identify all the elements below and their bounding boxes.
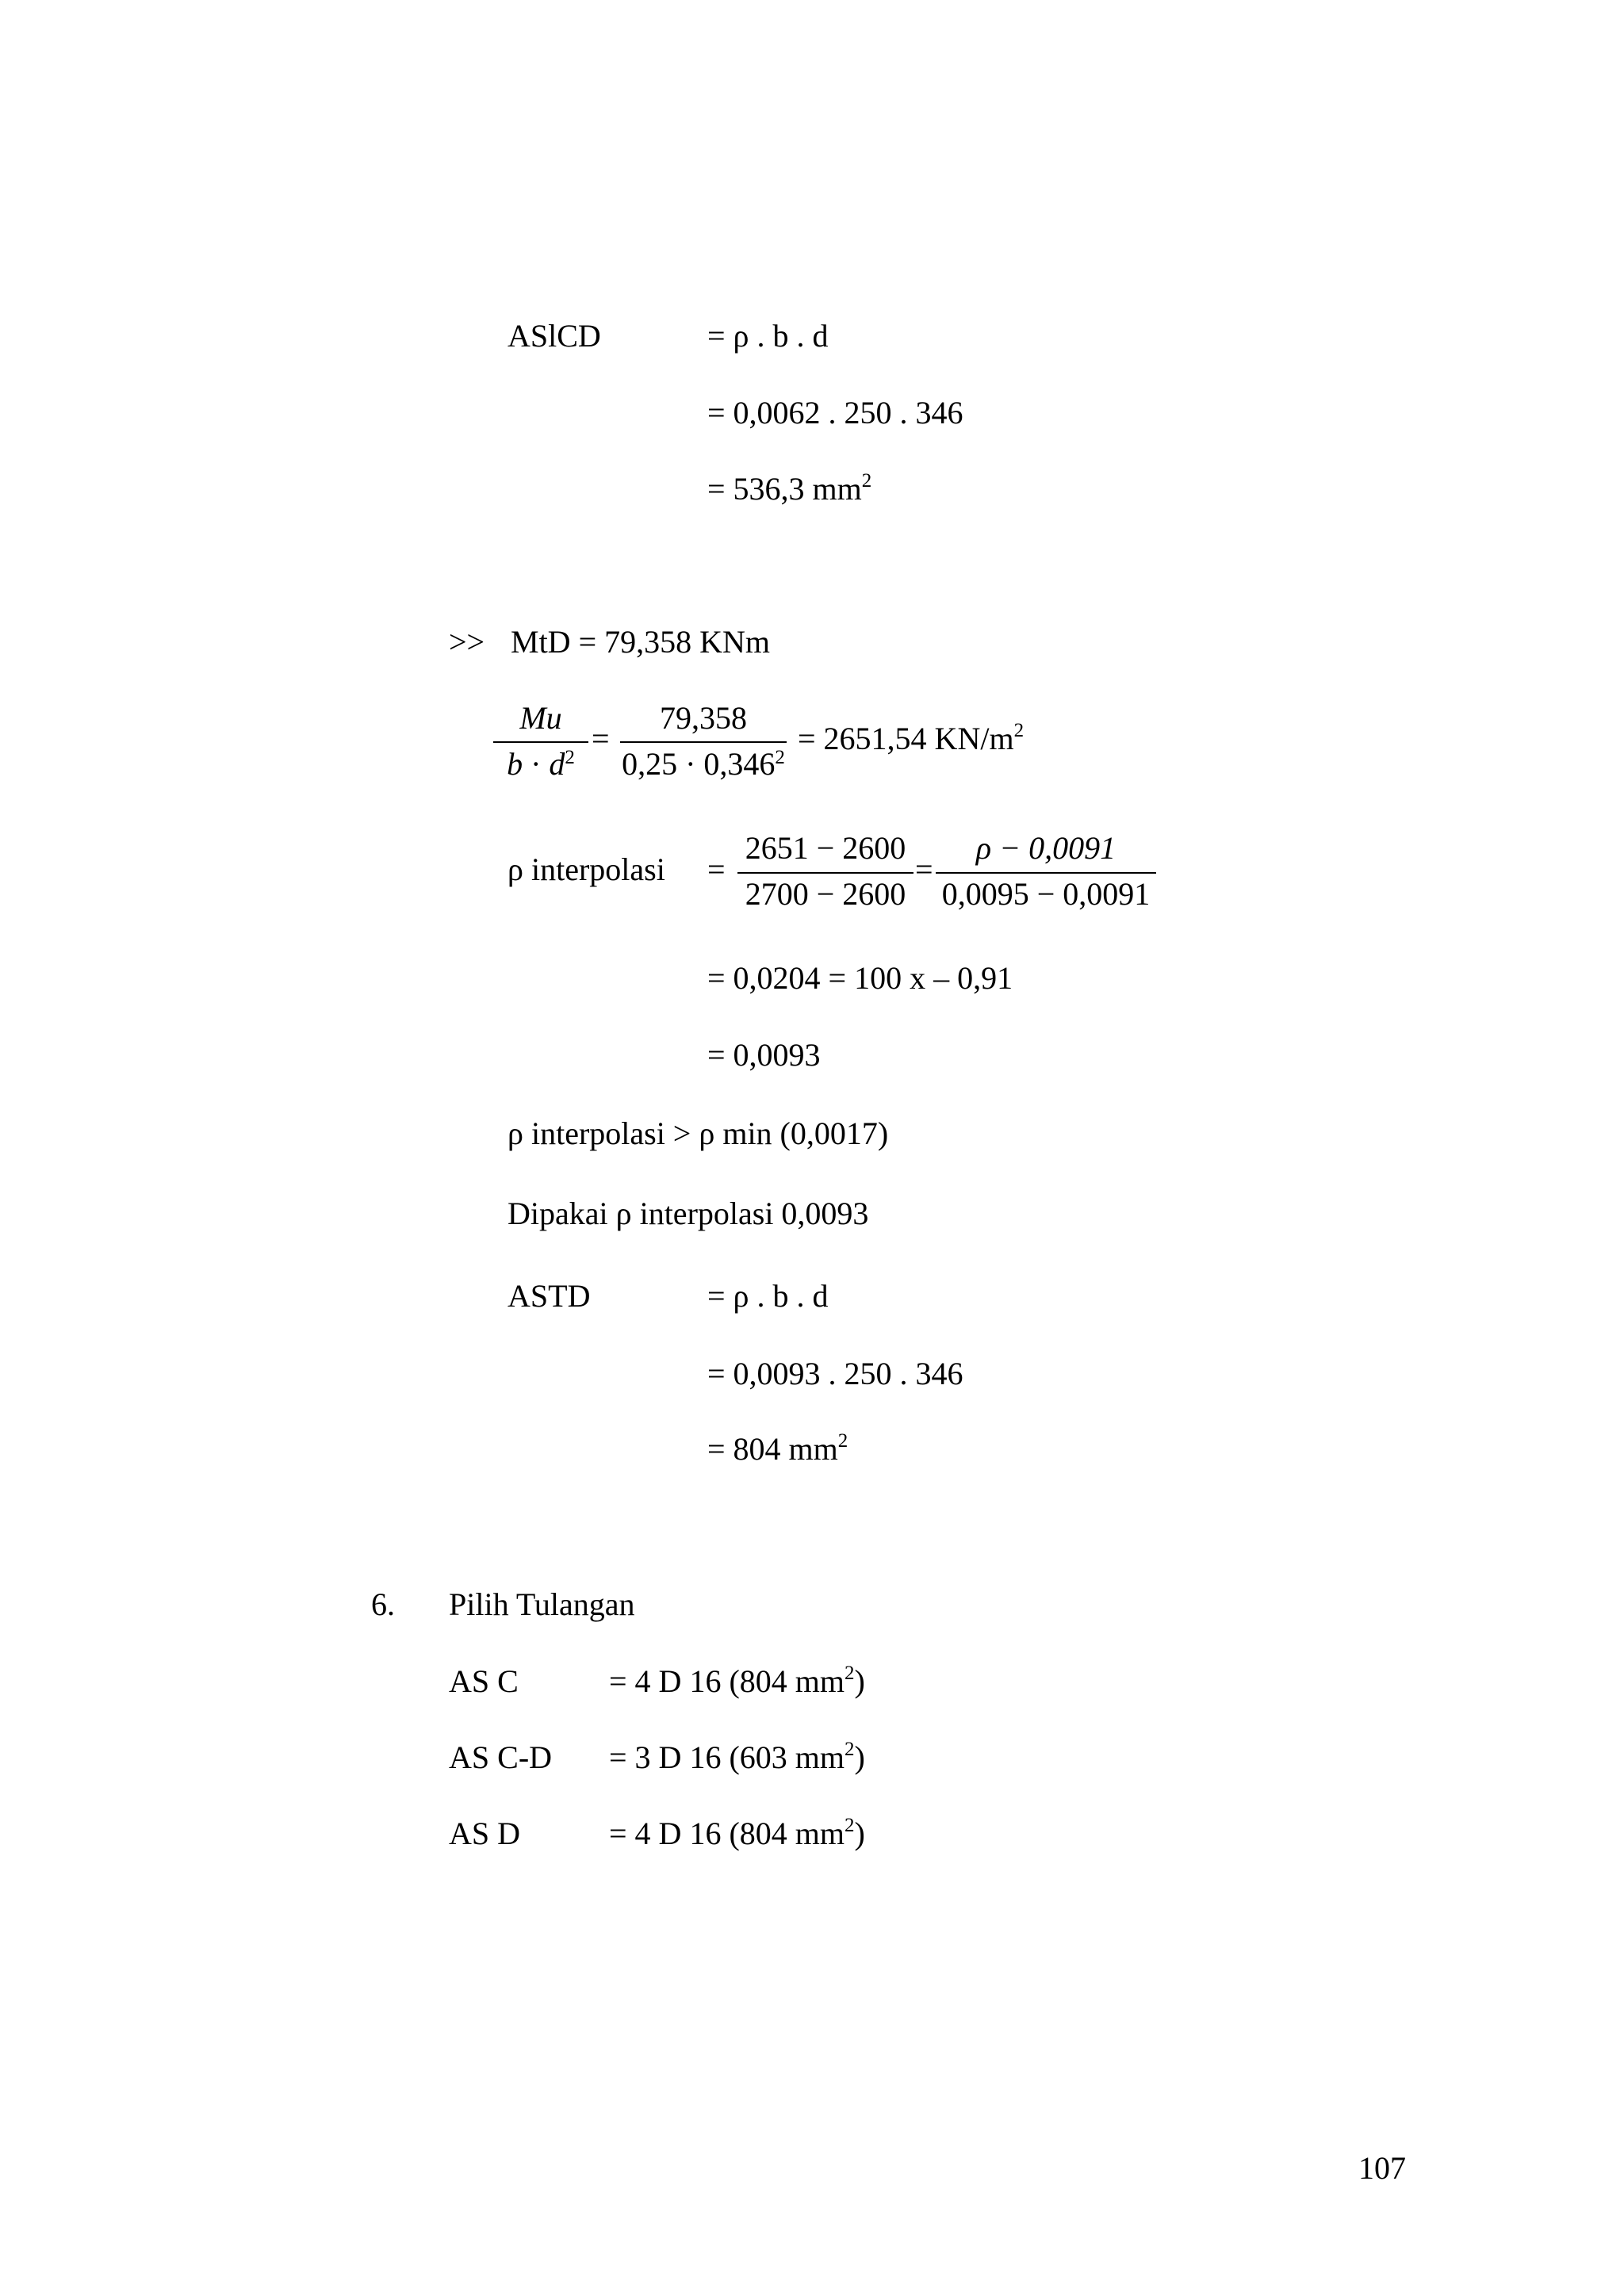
aslcd-label: ASlCD bbox=[508, 318, 601, 354]
ratio-result: = 2651,54 $KN/m^2$ bbox=[798, 720, 1025, 756]
rebar-label-as-c: AS C bbox=[449, 1663, 519, 1699]
interp-fraction-1-denominator: 2700 − 2600 bbox=[745, 876, 906, 912]
ratio-lhs-fraction bbox=[493, 699, 588, 782]
page-number: 107 bbox=[1358, 2150, 1406, 2186]
interp-fraction-1-bar bbox=[737, 872, 914, 874]
interp-fraction-2 bbox=[936, 829, 1156, 910]
ratio-rhs-bar bbox=[620, 741, 787, 743]
aslcd-formula: = ρ . b . d bbox=[707, 318, 829, 354]
ratio-rhs-numerator: 79,358 bbox=[660, 700, 747, 736]
interp-fraction-2-bar bbox=[936, 872, 1156, 874]
interp-fraction-2-numerator: ρ − 0,0091 bbox=[975, 830, 1116, 866]
astd-label: ASTD bbox=[508, 1278, 591, 1314]
interp-step: = 0,0204 = 100 x – 0,91 bbox=[707, 960, 1013, 996]
rho-used: Dipakai ρ interpolasi 0,0093 bbox=[508, 1196, 869, 1231]
interp-label: ρ interpolasi bbox=[508, 851, 665, 887]
rebar-value-as-c-d: = 3 D 16 (603 $mm^2$) bbox=[609, 1739, 865, 1775]
rebar-label-as-c-d: AS C-D bbox=[449, 1739, 553, 1775]
interp-equals: = bbox=[707, 851, 726, 887]
ratio-lhs-numerator: Mu bbox=[519, 700, 562, 736]
astd-formula: = ρ . b . d bbox=[707, 1278, 829, 1314]
rebar-value-as-d: = 4 D 16 (804 $mm^2$) bbox=[609, 1815, 865, 1851]
astd-substitution: = 0,0093 . 250 . 346 bbox=[707, 1356, 963, 1391]
rebar-value-as-c: = 4 D 16 (804 $mm^2$) bbox=[609, 1663, 865, 1699]
section-title: Pilih Tulangan bbox=[449, 1586, 635, 1622]
section-number: 6. bbox=[371, 1586, 395, 1622]
mtd-value: MtD = 79,358 KNm bbox=[511, 624, 771, 660]
rebar-label-as-d: AS D bbox=[449, 1816, 521, 1851]
interp-fraction-1-numerator: 2651 − 2600 bbox=[745, 830, 906, 866]
interp-fraction-2-denominator: 0,0095 − 0,0091 bbox=[941, 876, 1151, 912]
interp-fraction-1 bbox=[737, 829, 914, 910]
interp-result: = 0,0093 bbox=[707, 1037, 821, 1073]
aslcd-result: = 536,3 $mm^2$ bbox=[707, 470, 872, 507]
aslcd-substitution: = 0,0062 . 250 . 346 bbox=[707, 395, 963, 430]
astd-result: = 804 $mm^2$ bbox=[707, 1430, 848, 1467]
ratio-rhs-fraction bbox=[620, 699, 787, 782]
ratio-rhs-denominator: $0,25 \cdot 0,346^2$ bbox=[622, 746, 785, 782]
ratio-equals: = bbox=[592, 721, 610, 756]
rho-check: ρ interpolasi > ρ min (0,0017) bbox=[508, 1115, 889, 1151]
ratio-lhs-denominator: $b \cdot d^2$ bbox=[507, 746, 575, 782]
interp-equals-2: = bbox=[915, 851, 933, 887]
mtd-bullet: >> bbox=[449, 624, 485, 660]
ratio-lhs-bar bbox=[493, 741, 588, 743]
